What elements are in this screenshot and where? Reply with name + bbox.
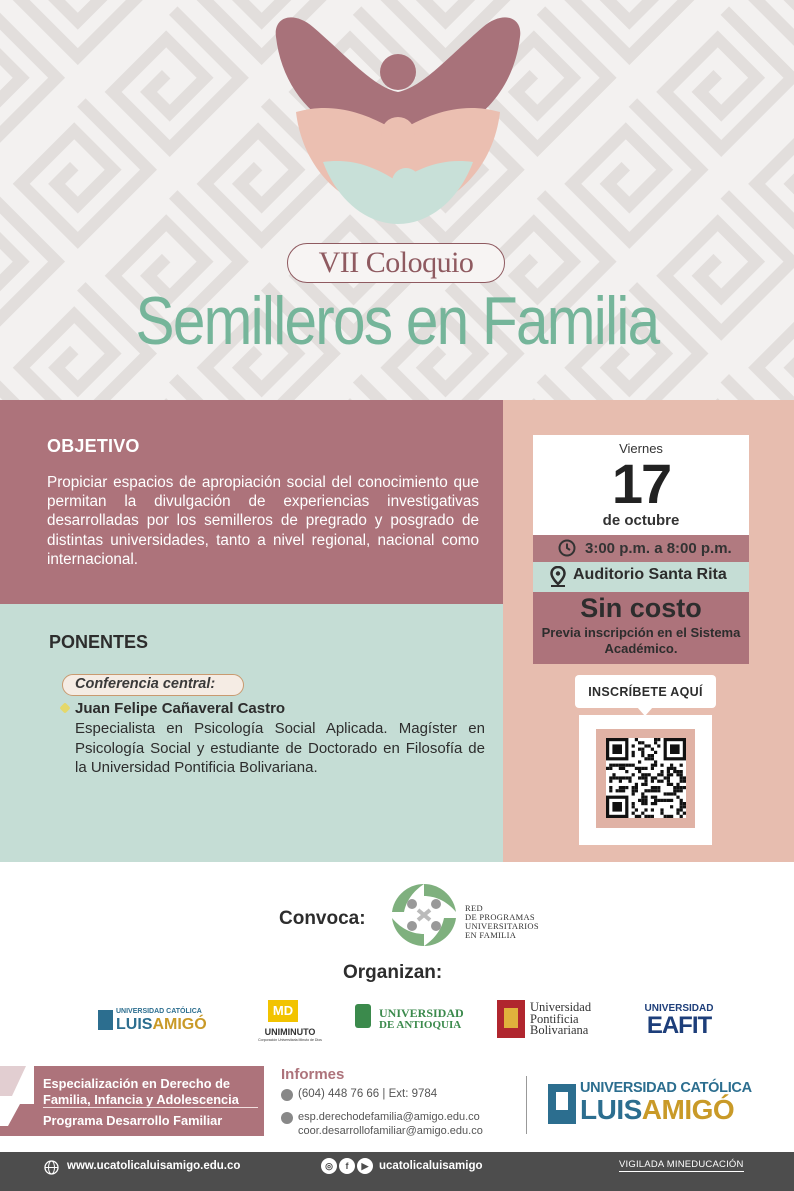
upb-line-3: Bolivariana: [530, 1023, 589, 1037]
vigilada-label: VIGILADA MINEDUCACIÓN: [619, 1159, 744, 1170]
social-handle[interactable]: ucatolicaluisamigo: [379, 1160, 483, 1172]
contact-phone[interactable]: (604) 448 76 66 | Ext: 9784: [298, 1088, 438, 1100]
registration-qr-code[interactable]: [606, 738, 686, 818]
instagram-icon[interactable]: ◎: [321, 1158, 337, 1174]
programs-corner-decoration: [0, 1066, 34, 1136]
globe-icon: [44, 1160, 59, 1175]
luis-amigo-mark-inner: [556, 1092, 568, 1110]
speaker-name: Juan Felipe Cañaveral Castro: [75, 700, 286, 717]
objective-text: Propiciar espacios de apropiación social del conocimiento que permitan la divulgación de experiencias investigativas desarrolladas por los semilleros de pregrado y posgrado de distintas universidades, tanto a nivel regional, nacional como internacional.: [47, 474, 479, 568]
program-line-1: Especialización en Derecho de: [43, 1076, 231, 1091]
luis-amigo-word: [580, 1094, 734, 1126]
luis-b: AMIGÓ: [641, 1094, 735, 1125]
program-family-development: Programa Desarrollo Familiar: [43, 1113, 223, 1128]
udea-line-2: DE ANTIOQUIA: [379, 1019, 462, 1031]
speakers-heading: PONENTES: [49, 632, 149, 652]
contact-email-1[interactable]: esp.derechodefamilia@amigo.edu.co: [298, 1111, 480, 1123]
event-cost: Sin costo: [580, 593, 702, 623]
family-figures-logo: [268, 12, 528, 237]
luis-amigo-small-top: UNIVERSIDAD CATÓLICA: [116, 1008, 202, 1015]
udea-line-1: UNIVERSIDAD: [379, 1006, 464, 1020]
upb-name: [530, 1002, 591, 1037]
event-month: de octubre: [602, 512, 680, 529]
location-pin-icon: [550, 566, 566, 587]
luis-amigo-top: UNIVERSIDAD CATÓLICA: [580, 1080, 752, 1096]
vertical-divider: [526, 1076, 527, 1134]
luis-amigo-small-word: [116, 1016, 207, 1034]
red-programas-name: [465, 904, 539, 940]
event-weekday: Viernes: [619, 441, 663, 456]
uniminuto-name: UNIMINUTO: [264, 1027, 316, 1037]
event-day: 17: [611, 452, 671, 515]
luis-amigo-logo: [548, 1078, 754, 1128]
red-line-2: DE PROGRAMAS: [465, 912, 535, 922]
organizers-label: Organizan:: [343, 962, 443, 983]
programs-divider: [43, 1107, 258, 1108]
luis-amigo-small-logo: [98, 1008, 206, 1034]
red-programas-logo: [388, 880, 460, 950]
upb-line-2: Pontificia: [530, 1011, 579, 1026]
eafit-line-1: UNIVERSIDAD: [644, 1003, 714, 1014]
hero-banner: [0, 0, 794, 400]
red-line-3: UNIVERSITARIOS: [465, 921, 539, 931]
luis-a: LUIS: [580, 1094, 642, 1125]
uniminuto-logo: [254, 992, 326, 1046]
red-line-4: EN FAMILIA: [465, 930, 517, 940]
speaker-description: Especialista en Psicología Social Aplicada. Magíster en Psicología Social y estudiante de Doctorado en Filosofía de la Universidad Pontificia Bolivariana.: [75, 720, 485, 776]
event-time: 3:00 p.m. a 8:00 p.m.: [585, 540, 732, 557]
register-button[interactable]: INSCRÍBETE AQUÍ: [575, 675, 716, 708]
luis-small-b: AMIGÓ: [152, 1016, 207, 1033]
contact-heading: Informes: [281, 1066, 345, 1083]
luis-amigo-small-mark: [98, 1010, 113, 1030]
udea-shield: [355, 1004, 371, 1028]
event-title: Semilleros en Familia: [135, 283, 659, 359]
upb-line-1: Universidad: [530, 1000, 592, 1014]
eafit-logo: [636, 1003, 722, 1039]
keynote-label: Conferencia central:: [62, 674, 244, 696]
red-line-1: RED: [465, 903, 483, 913]
luis-small-a: LUIS: [116, 1016, 153, 1033]
cost-note: Previa inscripción en el Sistema Académico.: [541, 625, 741, 656]
edition-badge: VII Coloquio: [287, 243, 505, 283]
email-icon: [281, 1112, 293, 1124]
website-link[interactable]: www.ucatolicaluisamigo.edu.co: [67, 1160, 241, 1172]
eafit-line-2: EAFIT: [646, 1012, 712, 1039]
clock-icon: [558, 539, 576, 557]
uniminuto-sub: Corporación Universitaria Minuto de Dios: [258, 1038, 322, 1042]
program-line-2: Familia, Infancia y Adolescencia: [43, 1091, 239, 1107]
phone-icon: [281, 1089, 293, 1101]
event-location: Auditorio Santa Rita: [573, 566, 727, 583]
convoca-label: Convoca:: [279, 908, 366, 929]
upb-logo: [497, 998, 609, 1040]
uniminuto-mark: MD: [268, 1000, 298, 1022]
contact-email-2[interactable]: coor.desarrollofamiliar@amigo.edu.co: [298, 1125, 483, 1137]
youtube-icon[interactable]: ▶: [357, 1158, 373, 1174]
udea-logo: [355, 1002, 467, 1034]
upb-shield-inner: [504, 1008, 518, 1028]
program-specialization: [43, 1076, 239, 1107]
facebook-icon[interactable]: f: [339, 1158, 355, 1174]
objective-heading: OBJETIVO: [47, 436, 140, 456]
